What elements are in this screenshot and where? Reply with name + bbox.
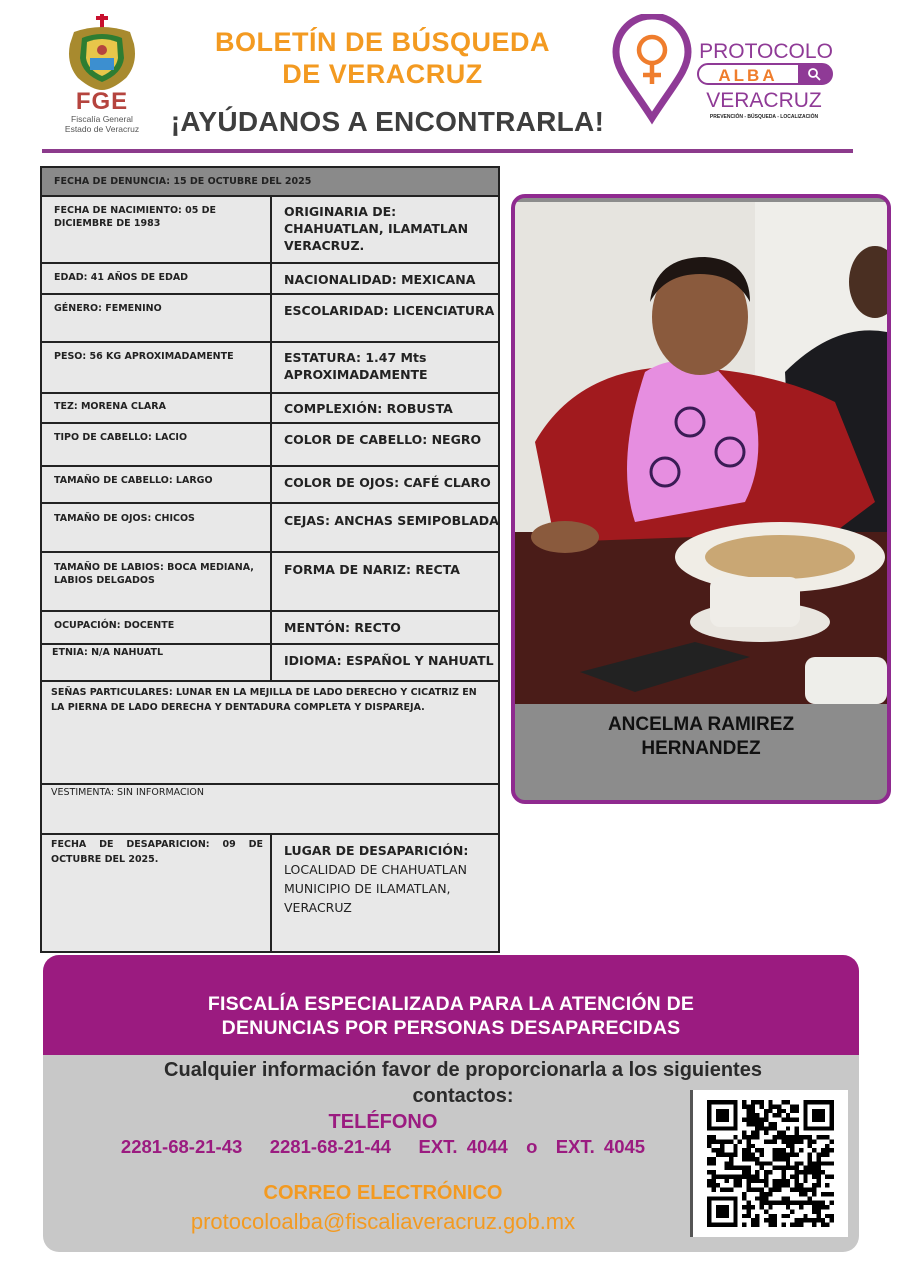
nacionalidad: NACIONALIDAD: MEXICANA: [284, 272, 476, 287]
person-photo: [515, 202, 887, 704]
ocupacion: OCUPACIÓN: DOCENTE: [54, 620, 175, 631]
email-link[interactable]: protocoloalba@fiscaliaveracruz.gob.mx: [190, 1209, 576, 1234]
fge-subtitle-line1: Fiscalía General: [71, 114, 133, 124]
genero: GÉNERO: FEMENINO: [54, 303, 162, 314]
fecha-denuncia: FECHA DE DENUNCIA: 15 DE OCTUBRE DEL 2025: [54, 176, 312, 187]
veracruz-coat-of-arms-icon: [52, 14, 152, 94]
alba-logo-line1: PROTOCOLO: [699, 40, 833, 63]
alba-logo-tagline: PREVENCIÓN - BÚSQUEDA - LOCALIZACIÓN: [709, 114, 819, 120]
fecha-desaparicion: FECHA DE DESAPARICION: 09 DE OCTUBRE DEL 2025.: [51, 839, 263, 865]
bulletin-title-line1: BOLETÍN DE BÚSQUEDA: [214, 27, 551, 57]
qr-code-frame[interactable]: [690, 1090, 848, 1237]
phone-numbers[interactable]: 2281-68-21-43 2281-68-21-44 EXT. 4044 o EXT. 4045: [120, 1136, 646, 1157]
tamano-labios: TAMAÑO DE LABIOS: BOCA MEDIANA, LABIOS DELGADOS: [54, 562, 254, 586]
bulletin-title: [170, 26, 595, 90]
tamano-cabello: TAMAÑO DE CABELLO: LARGO: [54, 475, 213, 486]
color-cabello: COLOR DE CABELLO: NEGRO: [284, 432, 482, 447]
banner-line1: FISCALÍA ESPECIALIZADA PARA LA ATENCIÓN DE: [207, 993, 695, 1015]
fge-acronym: FGE: [75, 88, 129, 115]
senas-particulares: SEÑAS PARTICULARES: LUNAR EN LA MEJILLA DE LADO DERECHO Y CICATRIZ EN LA PIERNA DE LADO DERECHA Y DENTADURA COMPLETA Y DISPAREJA.: [51, 687, 477, 713]
color-ojos: COLOR DE OJOS: CAFÉ CLARO: [284, 475, 491, 490]
tipo-cabello: TIPO DE CABELLO: LACIO: [54, 432, 188, 443]
fge-subtitle: [44, 114, 160, 134]
table-column-divider: [270, 834, 272, 952]
protocolo-alba-logo: [610, 14, 850, 132]
person-name: [515, 713, 887, 761]
contact-panel: [43, 1055, 859, 1252]
tez: TEZ: MORENA CLARA: [54, 401, 166, 412]
table-column-divider: [270, 196, 272, 681]
person-name-line2: HERNANDEZ: [641, 738, 761, 759]
header-divider: [42, 149, 853, 153]
originaria-de: ORIGINARIA DE: CHAHUATLAN, ILAMATLAN VERACRUZ.: [284, 204, 469, 253]
tamano-ojos: TAMAÑO DE OJOS: CHICOS: [54, 513, 195, 524]
banner-line2: DENUNCIAS POR PERSONAS DESAPARECIDAS: [221, 1017, 681, 1039]
lugar-desaparicion-value: LOCALIDAD DE CHAHUATLAN MUNICIPIO DE ILAMATLAN, VERACRUZ: [284, 862, 467, 915]
alba-logo-line2: ALBA: [718, 66, 778, 85]
fecha-nacimiento: FECHA DE NACIMIENTO: 05 DE DICIEMBRE DE 1983: [54, 205, 217, 229]
vestimenta: VESTIMENTA: SIN INFORMACION: [51, 787, 205, 798]
table-header: [42, 168, 498, 196]
phone-label: TELÉFONO: [328, 1111, 438, 1133]
fge-subtitle-line2: Estado de Veracruz: [64, 124, 140, 134]
fiscalia-banner-text: [43, 992, 859, 1040]
idioma: IDIOMA: ESPAÑOL Y NAHUATL: [284, 653, 494, 668]
peso: PESO: 56 KG APROXIMADAMENTE: [54, 351, 234, 362]
fiscalia-banner: [43, 955, 859, 1057]
etnia: ETNIA: N/A NAHUATL: [52, 647, 163, 658]
cejas: CEJAS: ANCHAS SEMIPOBLADA: [284, 513, 499, 528]
person-photo-card: [511, 194, 891, 804]
map-pin-female-icon: [616, 16, 688, 118]
contact-intro-line1: Cualquier información favor de proporcionarla a los siguientes: [164, 1059, 762, 1081]
email-label: CORREO ELECTRÓNICO: [263, 1182, 503, 1204]
lugar-desaparicion-label: LUGAR DE DESAPARICIÓN:: [284, 843, 469, 858]
qr-code-icon[interactable]: [707, 1100, 834, 1227]
escolaridad: ESCOLARIDAD: LICENCIATURA: [284, 303, 495, 318]
forma-nariz: FORMA DE NARIZ: RECTA: [284, 562, 460, 577]
edad: EDAD: 41 AÑOS DE EDAD: [54, 272, 189, 283]
bulletin-title-line2: DE VERACRUZ: [282, 59, 483, 89]
person-name-line1: ANCELMA RAMIREZ: [607, 714, 795, 735]
menton: MENTÓN: RECTO: [284, 620, 401, 635]
person-details-table: [40, 166, 500, 953]
bulletin-subtitle: ¡AYÚDANOS A ENCONTRARLA!: [170, 106, 605, 137]
table-divider: [42, 783, 498, 785]
alba-logo-line3: VERACRUZ: [706, 89, 822, 112]
complexion: COMPLEXIÓN: ROBUSTA: [284, 401, 453, 416]
contact-intro-line2: contactos:: [412, 1085, 514, 1107]
estatura: ESTATURA: 1.47 Mts APROXIMADAMENTE: [284, 350, 428, 382]
